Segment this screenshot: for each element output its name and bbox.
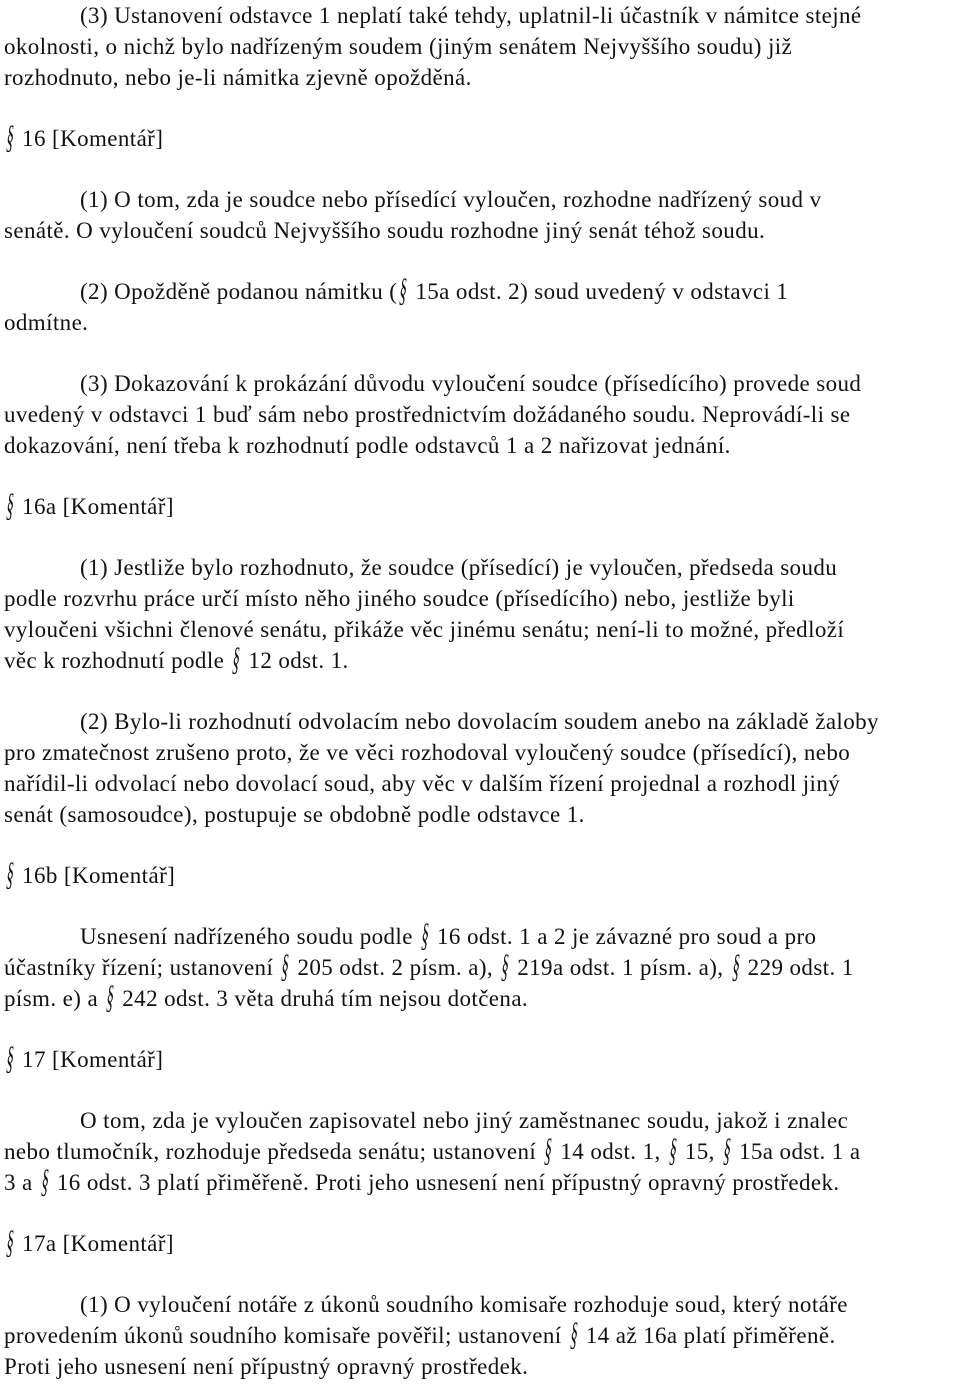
section-sign: § (104, 978, 117, 1016)
text-line: Usnesení nadřízeného soudu podle § 16 odst. 1 a 2 je závazné pro soud a pro (4, 921, 960, 952)
text-line: (2) Bylo-li rozhodnutí odvolacím nebo dovolacím soudem anebo na základě žaloby (80, 709, 879, 734)
section-sign: § (568, 1315, 581, 1353)
text-line: (3) Dokazování k prokázání důvodu vyloučení soudce (přísedícího) provede soud (80, 371, 862, 396)
text-line: senátě. O vyloučení soudců Nejvyššího soudu rozhodne jiný senát téhož soudu. (4, 218, 766, 243)
text-line: účastníky řízení; ustanovení § 205 odst. 2 písm. a), § 219a odst. 1 písm. a), § 229 odst. 1 (4, 952, 960, 983)
section-sign: § (542, 1131, 555, 1169)
text-line: nebo tlumočník, rozhoduje předseda senátu; ustanovení § 14 odst. 1, § 15, § 15a odst. 1 a (4, 1136, 960, 1167)
text-line: (1) O vyloučení notáře z úkonů soudního komisaře rozhoduje soud, který notáře (80, 1292, 848, 1317)
text-line: písm. e) a § 242 odst. 3 věta druhá tím nejsou dotčena. (4, 983, 960, 1014)
section-sign: § (4, 1223, 17, 1261)
text-line: O tom, zda je vyloučen zapisovatel nebo jiný zaměstnanec soudu, jakož i znalec (80, 1108, 849, 1133)
text-line: okolnosti, o nichž bylo nadřízeným soudem (jiným senátem Nejvyššího soudu) již (4, 34, 793, 59)
paragraph-16-1 (4, 184, 960, 246)
section-sign: § (499, 947, 512, 985)
text-line: Proti jeho usnesení není přípustný opravný prostředek. (4, 1354, 529, 1379)
section-heading-16a: § 16a [Komentář] (4, 491, 960, 522)
text-line: (2) Opožděně podanou námitku (§ 15a odst. 2) soud uvedený v odstavci 1 (4, 276, 960, 307)
text-line: nařídil-li odvolací nebo dovolací soud, aby věc v dalším řízení projednal a rozhodl jiný (4, 771, 841, 796)
section-sign: § (419, 916, 432, 954)
section-sign: § (279, 947, 292, 985)
text-line: odmítne. (4, 310, 89, 335)
section-sign: § (721, 1131, 734, 1169)
text-line: (1) O tom, zda je soudce nebo přísedící vyloučen, rozhodne nadřízený soud v (80, 187, 822, 212)
section-sign: § (730, 947, 743, 985)
text-line: (1) Jestliže bylo rozhodnuto, že soudce (přísedící) je vyloučen, předseda soudu (80, 555, 838, 580)
section-sign: § (667, 1131, 680, 1169)
text-line: pro zmatečnost zrušeno proto, že ve věci rozhodoval vyloučený soudce (přísedící), nebo (4, 740, 851, 765)
text-line: podle rozvrhu práce určí místo něho jiného soudce (přísedícího) nebo, jestliže byli (4, 586, 795, 611)
text-line: vyloučeni všichni členové senátu, přikáže věc jinému senátu; není-li to možné, předloží (4, 617, 845, 642)
section-heading-17: § 17 [Komentář] (4, 1044, 960, 1075)
section-heading-16: § 16 [Komentář] (4, 123, 960, 154)
paragraph-16b (4, 916, 960, 1016)
section-sign: § (230, 640, 243, 678)
section-sign: § (4, 1039, 17, 1077)
paragraph-16a-2 (4, 706, 960, 830)
section-sign: § (4, 118, 17, 156)
text-line: senát (samosoudce), postupuje se obdobně podle odstavce 1. (4, 802, 585, 827)
text-line: provedením úkonů soudního komisaře pověřil; ustanovení § 14 až 16a platí přiměřeně. (4, 1320, 960, 1351)
paragraph-16-3 (4, 368, 960, 461)
section-sign: § (4, 855, 17, 893)
text-line: 3 a § 16 odst. 3 platí přiměřeně. Proti jeho usnesení není přípustný opravný prostředek. (4, 1167, 960, 1198)
section-heading-16b: § 16b [Komentář] (4, 860, 960, 891)
section-sign: § (397, 271, 410, 309)
text-line: věc k rozhodnutí podle § 12 odst. 1. (4, 645, 960, 676)
paragraph-16a-1 (4, 552, 960, 676)
text-line: rozhodnuto, nebo je-li námitka zjevně opožděná. (4, 65, 472, 90)
section-sign: § (4, 486, 17, 524)
section-sign: § (39, 1162, 52, 1200)
paragraph-16-2 (4, 271, 960, 338)
text-line: (3) Ustanovení odstavce 1 neplatí také tehdy, uplatnil-li účastník v námitce stejné (80, 3, 862, 28)
paragraph-continued (4, 0, 960, 93)
text-line: dokazování, není třeba k rozhodnutí podle odstavců 1 a 2 nařizovat jednání. (4, 433, 731, 458)
paragraph-17a-1 (4, 1289, 960, 1382)
text-line: uvedený v odstavci 1 buď sám nebo prostřednictvím dožádaného soudu. Neprovádí-li se (4, 402, 851, 427)
paragraph-17 (4, 1105, 960, 1198)
section-heading-17a: § 17a [Komentář] (4, 1228, 960, 1259)
